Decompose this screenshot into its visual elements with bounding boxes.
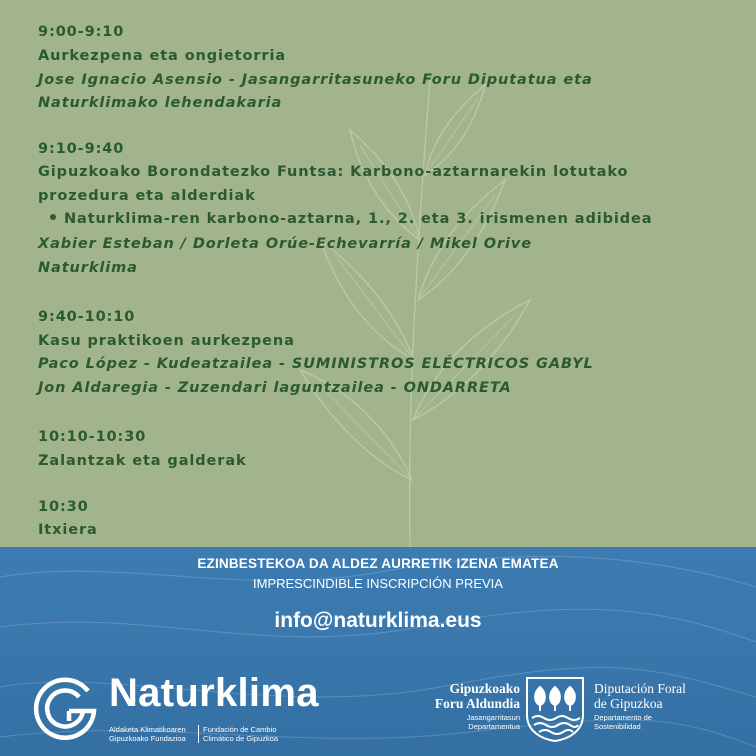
naturklima-sub-eu-line: Aldaketa Klimatikoaren: [109, 725, 186, 734]
agenda-speaker-2a: Xabier Esteban / Dorleta Orúe-Echevarría / Mikel Orive: [38, 236, 532, 252]
naturklima-sub-eu-line: Gipuzkoako Fundazioa: [109, 734, 186, 743]
gipuzkoa-dept-es: [594, 713, 652, 731]
registration-band: [0, 547, 756, 756]
agenda-bullet-2: [50, 209, 652, 229]
agenda-speaker-1a: Jose Ignacio Asensio - Jasangarritasuneko Foru Diputatua eta: [38, 72, 593, 88]
naturklima-subtitle-es: [203, 725, 278, 743]
agenda-title-2b: prozedura eta alderdiak: [38, 188, 256, 204]
agenda-speaker-1b: Naturklimako lehendakaria: [38, 95, 283, 111]
agenda-speaker-2b: Naturklima: [38, 260, 138, 276]
naturklima-subtitle-eu: [109, 725, 186, 743]
agenda-time-1: 9:00-9:10: [38, 24, 125, 40]
agenda-speaker-3b: Jon Aldaregia - Zuzendari laguntzailea - ONDARRETA: [38, 380, 512, 396]
naturklima-sub-es-line: Fundación de Cambio: [203, 725, 277, 734]
agenda-time-3: 9:40-10:10: [38, 309, 136, 325]
agenda-title-3: Kasu praktikoen aurkezpena: [38, 333, 295, 349]
gipuzkoa-logo: [420, 675, 740, 745]
agenda-title-4: Zalantzak eta galderak: [38, 453, 247, 469]
registration-notice-eu: EZINBESTEKOA DA ALDEZ AURRETIK IZENA EMATEA: [197, 556, 559, 571]
gipuzkoa-title-es: [594, 681, 686, 711]
agenda-title-1: Aurkezpena eta ongietorria: [38, 48, 287, 64]
leaf-branch-decoration: [260, 60, 560, 547]
gipuzkoa-title-eu-line: Foru Aldundia: [434, 696, 520, 711]
agenda-speaker-3a: Paco López - Kudeatzailea - SUMINISTROS ELÉCTRICOS GABYL: [38, 356, 594, 372]
gipuzkoa-title-es-line: Diputación Foral: [594, 681, 686, 696]
naturklima-mark-icon: [33, 675, 99, 741]
gipuzkoa-dept-es-line: Departamento de: [594, 713, 652, 722]
gipuzkoa-dept-eu: [467, 713, 520, 731]
gipuzkoa-shield-icon: [524, 675, 586, 743]
gipuzkoa-title-eu-line: Gipuzkoako: [449, 681, 520, 696]
agenda-bullet-text: Naturklima-ren karbono-aztarna, 1., 2. eta 3. irismenen adibidea: [64, 211, 653, 227]
gipuzkoa-dept-eu-line: Departamentua: [468, 722, 520, 731]
agenda-time-5: 10:30: [38, 499, 89, 515]
gipuzkoa-dept-eu-line: Jasangarritasun: [466, 713, 520, 722]
contact-email-link[interactable]: info@naturklima.eus: [274, 609, 482, 632]
bullet-icon: [50, 214, 56, 220]
agenda-title-2a: Gipuzkoako Borondatezko Funtsa: Karbono-aztarnarekin lotutako: [38, 164, 629, 180]
gipuzkoa-title-eu: [435, 681, 520, 711]
gipuzkoa-dept-es-line: Sostenibilidad: [594, 722, 641, 731]
gipuzkoa-title-es-line: de Gipuzkoa: [594, 696, 663, 711]
naturklima-sub-es-line: Climático de Gipuzkoa: [203, 734, 279, 743]
agenda-time-2: 9:10-9:40: [38, 141, 125, 157]
naturklima-name: Naturklima: [109, 671, 319, 715]
registration-notice-es: IMPRESCINDIBLE INSCRIPCIÓN PREVIA: [253, 576, 503, 591]
logo-divider: [198, 725, 199, 743]
agenda-title-5: Itxiera: [38, 522, 98, 538]
agenda-time-4: 10:10-10:30: [38, 429, 147, 445]
naturklima-logo: [33, 671, 343, 745]
